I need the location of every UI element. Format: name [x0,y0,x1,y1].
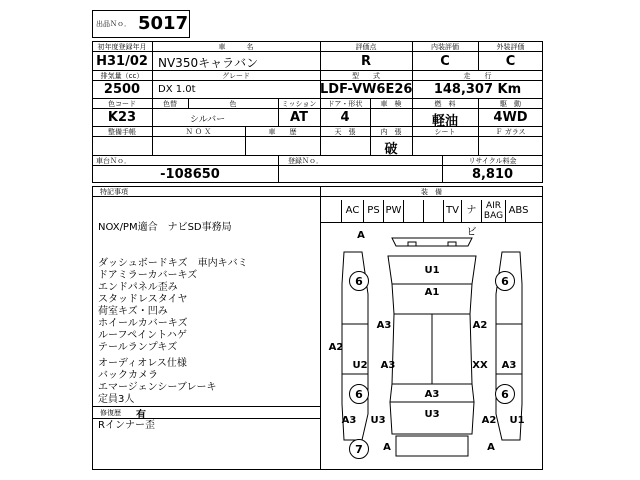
repair-note: Rインナー歪 [98,420,155,431]
mission-label: ミッション [281,100,317,108]
list-item: テールランプキズ [98,342,178,353]
equip-cell: AC [342,200,364,222]
model-code: LDF-VW6E26 [320,82,413,97]
damage-mark: A3 [424,389,440,400]
list-item: バックカメラ [98,370,158,381]
drive: 4WD [493,110,528,125]
history-label: 車 歴 [268,128,297,136]
damage-mark: A3 [380,360,396,371]
damage-mark: A2 [472,320,488,331]
equip-cell [404,200,424,222]
interior-panel: 破 [384,142,398,157]
damage-mark: A3 [376,320,392,331]
list-item: ホイールカバーキズ [98,318,188,329]
tire-front-right: 6 [495,271,515,291]
list-item: エンドパネル歪み [98,282,178,293]
car-diagram [322,224,542,470]
fuel-label: 燃 料 [434,100,456,108]
damage-mark: A3 [341,415,357,426]
grade-label: グレード [222,72,250,80]
car-name: NV350キャラバン [158,56,259,70]
reg-no-label: 登録Ｎｏ． [288,157,323,165]
score-label: 評価点 [355,43,377,51]
grade: DX 1.0t [158,84,196,95]
notes-top: NOX/PM適合 ナビSD事務局 [98,222,232,233]
equip-cell [424,200,444,222]
chassis-number: -108650 [160,167,220,182]
list-item: スタッドレスタイヤ [98,294,188,305]
equip-cell: ABS [508,205,529,216]
displacement-label: 排気量（cc） [100,72,144,80]
color-label: 色 [229,100,237,108]
reg-year: H31/02 [96,54,148,69]
damage-mark: A1 [424,287,440,298]
list-item: ドアミラーカバーキズ [98,270,198,281]
damage-mark: A [383,442,391,453]
list-item: オーディオレス仕様 [98,358,187,369]
exterior-label: 外装評価 [496,43,525,51]
damage-mark: A [487,442,495,453]
chassis-label: 車台Ｎｏ． [96,157,131,165]
notes-section-label: 特記事項 [100,188,128,196]
damage-mark: U1 [424,265,440,276]
damage-mark: XX [472,360,488,371]
damage-mark: U3 [370,415,386,426]
tire-rear-left: 6 [349,384,369,404]
mileage-label: 走 行 [463,72,492,80]
seat-label: シート [434,128,456,136]
lot-number: 5017 [138,13,189,34]
mileage: 148,307 Km [433,82,522,97]
equip-cell: AIR BAG [482,200,506,222]
list-item: ルーフペイントハゲ [98,330,187,341]
displacement: 2500 [103,82,141,97]
damage-mark: U2 [352,360,368,371]
model-label: 型 式 [352,72,380,80]
tire-rear-right: 6 [495,384,515,404]
score: R [360,54,371,69]
doors: 4 [340,110,350,125]
notes-damage-list [98,258,248,354]
tire-front-left: 6 [349,271,369,291]
interior-label: 内装評価 [431,43,459,51]
inspection-label: 車 検 [380,100,402,108]
nox-label: Ｎ Ｏ Ｘ [185,128,212,136]
manual-label: 整備手帳 [108,128,136,136]
list-item: 定員3人 [98,394,135,405]
list-item: ダッシュボードキズ 車内キバミ [98,258,248,269]
doors-label: ドア・形状 [327,100,363,108]
ceiling-label: 天 張 [334,128,356,136]
equip-cell: PW [384,200,404,222]
interior-grade: C [440,54,450,69]
lot-label: 出品Ｎｏ． [96,20,131,28]
tire-spare: 7 [349,439,369,459]
mission: AT [290,110,308,125]
exterior-grade: C [505,54,516,69]
color-code: K23 [107,110,137,125]
fuel: 軽油 [431,114,458,129]
damage-mark: A2 [481,415,497,426]
notes-options-list [98,358,216,406]
car-name-label: 車 名 [218,43,254,51]
damage-mark: U1 [509,415,525,426]
damage-mark: A3 [501,360,517,371]
color-code-label: 色コード [108,100,136,108]
color: シルバー [190,115,226,125]
equip-cell [320,200,342,222]
damage-mark: A2 [328,342,344,353]
tone-label: 色替 [163,100,177,108]
damage-mark: A [357,230,365,241]
repair-value: 有 [136,410,146,421]
repair-label: 修復歴 [100,409,121,417]
equip-cell: PS [364,200,384,222]
equip-cell: TV [444,200,462,222]
reg-year-label: 初年度登録年月 [97,43,147,51]
drive-label: 駆 動 [500,100,521,108]
list-item: 荷室キズ・凹み [98,306,168,317]
damage-mark: U3 [424,409,440,420]
equip-section-label: 装 備 [421,188,442,196]
equip-cell: ナビ [462,200,482,222]
recycle-fee: 8,810 [471,167,514,182]
recycle-label: リサイクル料金 [468,157,517,165]
interior-panel-label: 内 張 [380,128,402,136]
glass-label: Ｆ ガラス [495,128,526,136]
list-item: エマージェンシーブレーキ [98,382,217,393]
